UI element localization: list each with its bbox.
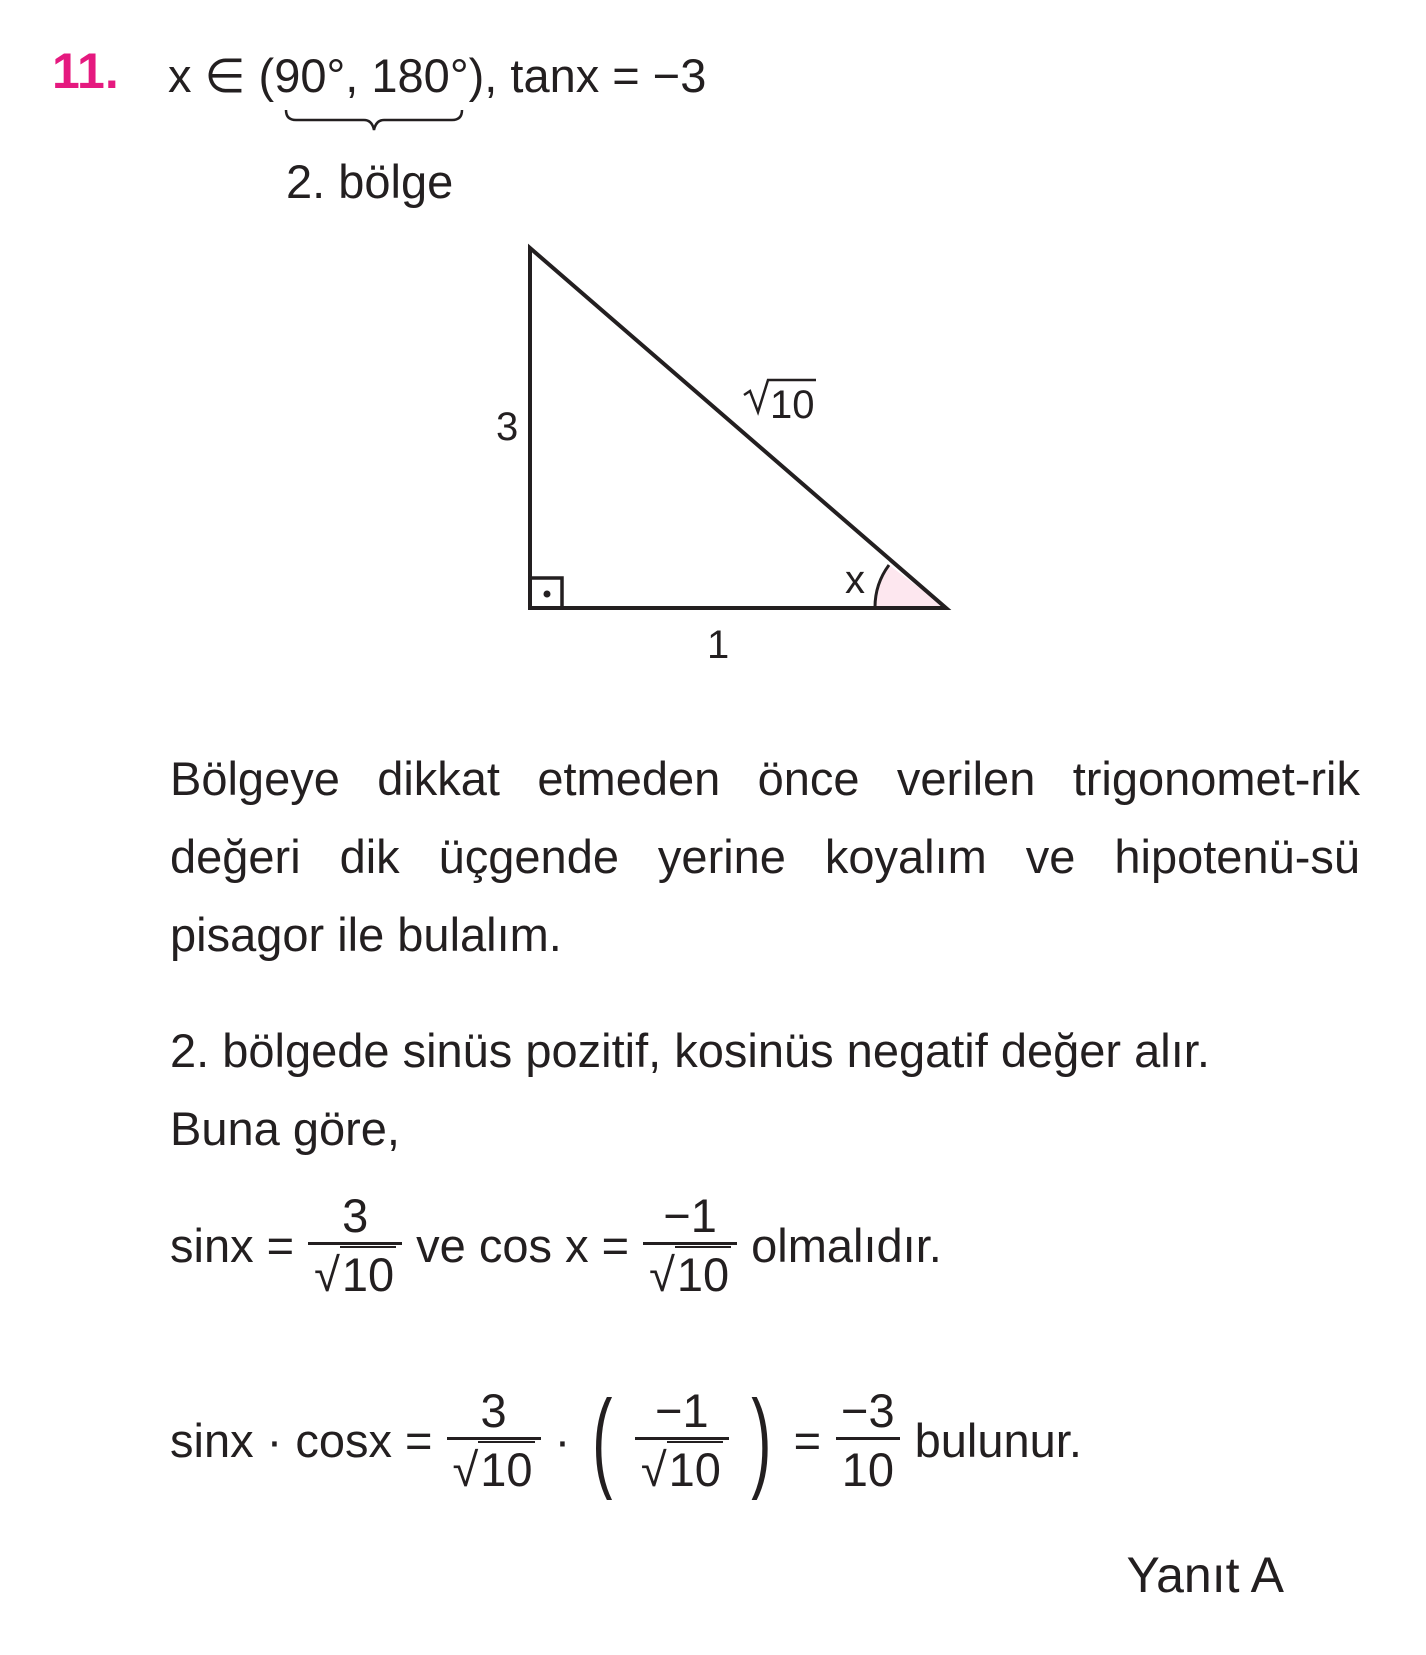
factor-2-numerator: −1 <box>655 1384 709 1437</box>
paragraph-2 <box>170 1012 1360 1168</box>
underbrace <box>284 108 464 142</box>
result-denominator: 10 <box>836 1437 900 1496</box>
multiply-dot: · <box>554 1413 571 1467</box>
right-triangle-figure <box>496 240 980 680</box>
cos-numerator: −1 <box>663 1189 717 1242</box>
cos-fraction <box>643 1190 737 1300</box>
side-horizontal-label: 1 <box>707 623 730 667</box>
triangle <box>530 248 946 608</box>
sin-denominator: √10 <box>308 1242 402 1301</box>
right-angle-dot <box>544 591 551 598</box>
factor-1-numerator: 3 <box>480 1384 507 1437</box>
eq1-mid: ve cos x = <box>416 1218 630 1272</box>
region-label: 2. bölge <box>286 155 454 208</box>
given-condition: x ∈ (90°, 180°), tanx = −3 <box>168 49 707 102</box>
eq2-lhs: sinx · cosx = <box>170 1413 433 1467</box>
factor-1-fraction <box>447 1385 541 1495</box>
equation-sin-cos <box>170 1190 942 1300</box>
factor-2-fraction <box>635 1385 729 1495</box>
paragraph-1: Bölgeye dikkat etmeden önce verilen trigonomet-rik değeri dik üçgende yerine koyalım ve hipotenü-sü pisagor ile bulalım. <box>170 752 1360 961</box>
side-vertical-label: 3 <box>496 405 519 449</box>
sin-numerator: 3 <box>342 1189 369 1242</box>
angle-label: x <box>845 558 865 602</box>
eq2-equals: = <box>793 1413 822 1467</box>
hypotenuse-label: 10 <box>770 383 815 427</box>
paragraph-2-line-2: Buna göre, <box>170 1102 400 1155</box>
eq1-lhs: sinx = <box>170 1218 295 1272</box>
eq1-tail: olmalıdır. <box>751 1218 942 1272</box>
answer-label: Yanıt A <box>1126 1547 1284 1603</box>
eq2-tail: bulunur. <box>914 1413 1082 1467</box>
question-number: 11. <box>52 43 119 99</box>
result-numerator: −3 <box>841 1384 895 1437</box>
factor-2-denominator: √10 <box>635 1437 729 1496</box>
right-paren: ) <box>751 1378 772 1502</box>
result-fraction <box>835 1385 901 1495</box>
sin-fraction <box>308 1190 402 1300</box>
left-paren: ( <box>592 1378 613 1502</box>
equation-product <box>170 1378 1082 1502</box>
factor-1-denominator: √10 <box>447 1437 541 1496</box>
cos-denominator: √10 <box>643 1242 737 1301</box>
paragraph-2-line-1: 2. bölgede sinüs pozitif, kosinüs negatif değer alır. <box>170 1024 1210 1077</box>
